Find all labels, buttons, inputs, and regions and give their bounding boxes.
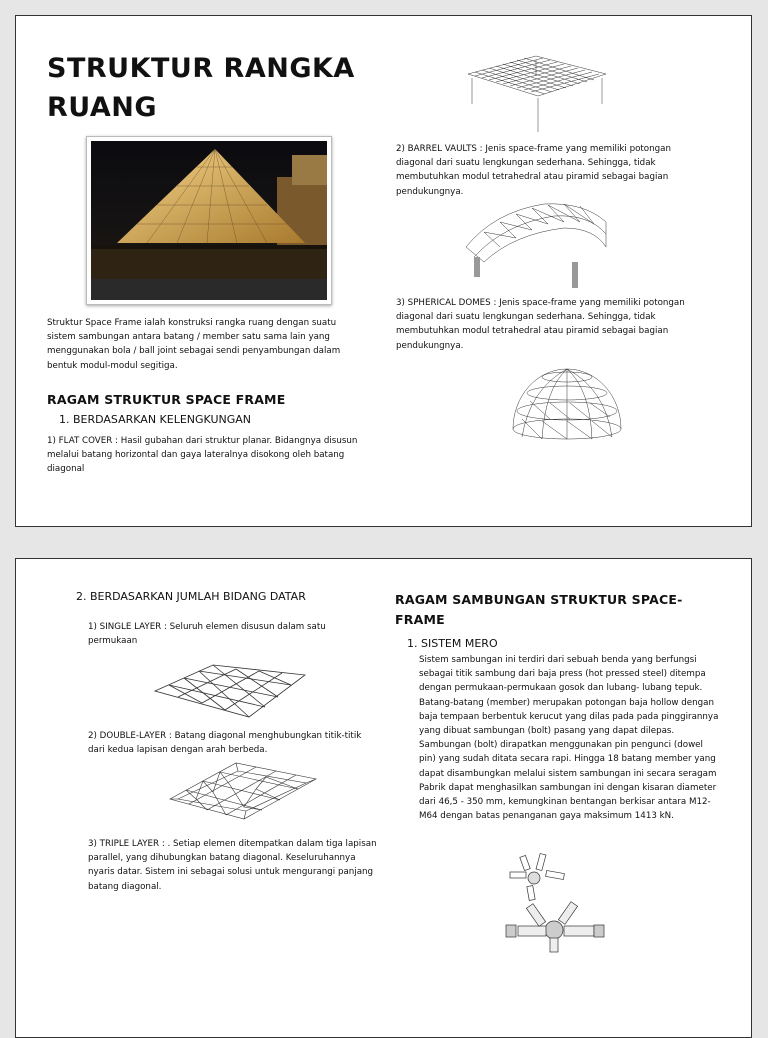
section-title-ragam: RAGAM STRUKTUR SPACE FRAME	[47, 392, 286, 407]
double-layer-text: 2) DOUBLE-LAYER : Batang diagonal menghubungkan titik-titik dari kedua lapisan dengan arah berbeda.	[88, 731, 362, 756]
page-title-line1: STRUKTUR RANGKA	[47, 53, 355, 84]
spherical-domes-text: 3) SPHERICAL DOMES : Jenis space-frame yang memiliki potongan diagonal dari suatu lengkungan sederhana. Sehingga, tidak membutuhkan modul tetrahedral atau piramid sebagai bagian pendukungnya.	[396, 298, 685, 351]
subsection-mero: 1. SISTEM MERO	[407, 637, 498, 650]
pyramid-photo	[86, 136, 332, 305]
subsection-kelengkungan: 1. BERDASARKAN KELENGKUNGAN	[59, 413, 252, 426]
barrel-vault-figure	[464, 202, 609, 292]
section-title-sambungan: RAGAM SAMBUNGAN STRUKTUR SPACE-FRAME	[395, 592, 683, 627]
mero-joint-figure	[502, 852, 607, 954]
page-title-line2: RUANG	[47, 92, 158, 123]
mero-paragraph: Sistem sambungan ini terdiri dari sebuah benda yang berfungsi sebagai titik sambung dari baja press (hot pressed steel) ditempa dengan permukaan-permukaan gosok dan lubang- lubang tepuk. Batang-batang (member) merupakan potongan baja hollow dengan baja tempaan berbentuk kerucut yang dilas pada pada pinggirannya yang dibuat sambungan (bolt) pasang yang dapat dilepas. Sambungan (bolt) dirapatkan menggunakan pin pengunci (dowel pin) yang sudah ditata secara rapi. Hingga 18 batang member yang dapat disambungkan melalui sistem sambungan ini secara seragam Pabrik dapat menghasilkan sambungan ini dengan kisaran diameter dari 46,5 - 350 mm, kemungkinan bentangan berkisar antara M12-M64 dengan batas penanganan gaya maksimum 1413 kN.	[419, 655, 719, 822]
single-layer-text: 1) SINGLE LAYER : Seluruh elemen disusun dalam satu permukaan	[88, 622, 326, 647]
triple-layer-text: 3) TRIPLE LAYER : . Setiap elemen ditempatkan dalam tiga lapisan parallel, yang dihubungkan batang diagonal. Keseluruhannya nyaris datar. Sistem ini sebagai solusi untuk mengurangi panjang batang diagonal.	[88, 839, 377, 892]
single-layer-figure	[153, 661, 308, 721]
page-1	[15, 15, 752, 527]
page-2	[15, 558, 752, 1038]
double-layer-figure	[166, 759, 318, 821]
barrel-vaults-text: 2) BARREL VAULTS : Jenis space-frame yang memiliki potongan diagonal dari suatu lengkungan sederhana. Sehingga, tidak membutuhkan modul tetrahedral atau piramid sebagai bagian pendukungnya.	[396, 144, 671, 197]
intro-paragraph: Struktur Space Frame ialah konstruksi rangka ruang dengan suatu sistem sambungan antara batang / member satu sama lain yang menggunakan bola / ball joint sebagai sendi penyambungan dalam bentuk modul-modul segitiga.	[47, 318, 341, 371]
flat-cover-figure	[466, 54, 608, 134]
subsection-bidang-datar: 2. BERDASARKAN JUMLAH BIDANG DATAR	[76, 590, 306, 603]
dome-figure	[510, 359, 625, 444]
flat-cover-text: 1) FLAT COVER : Hasil gubahan dari struktur planar. Bidangnya disusun melalui batang horizontal dan gaya lateralnya disokong oleh batang diagonal	[47, 436, 358, 475]
